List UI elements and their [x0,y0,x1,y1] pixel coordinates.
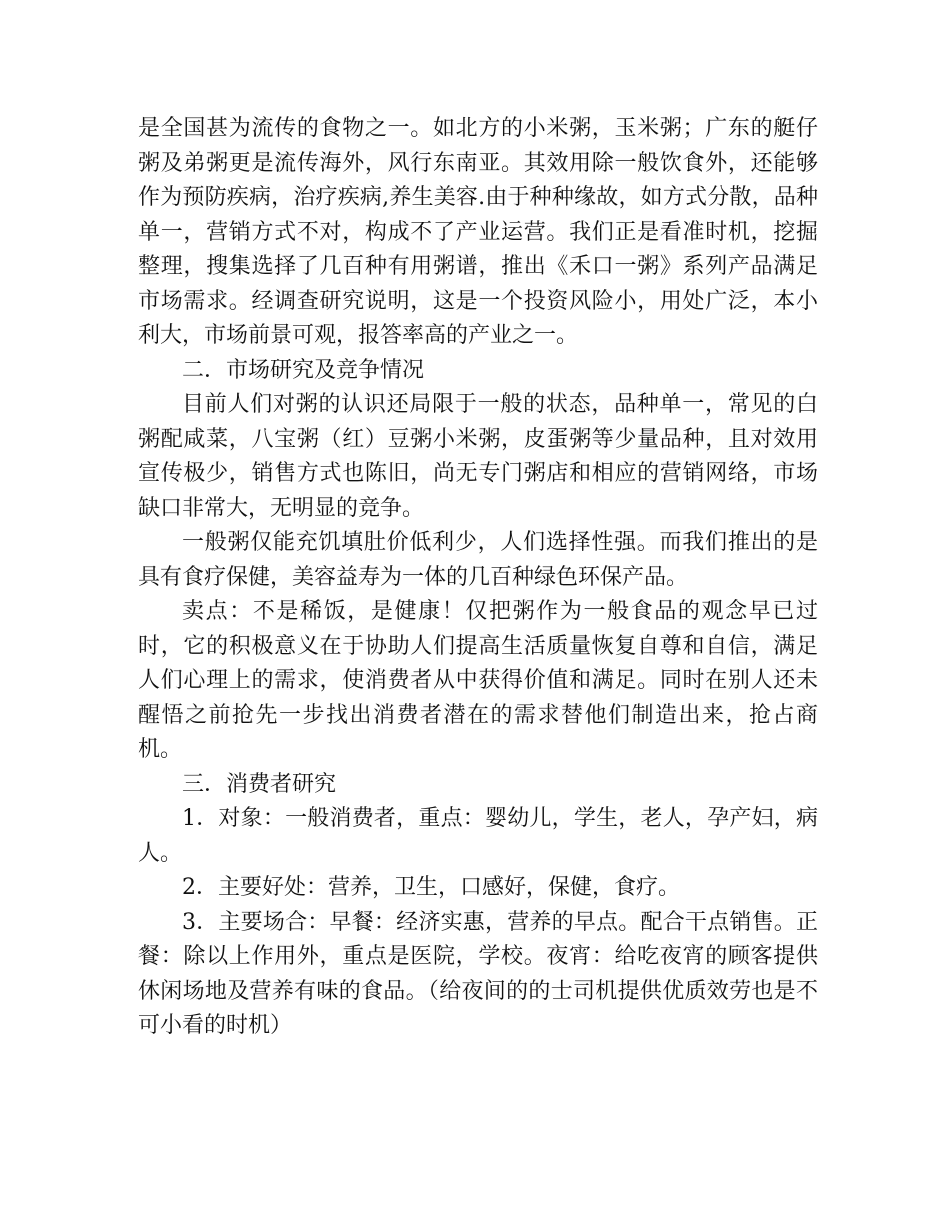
section-heading-market-research: 二．市场研究及竞争情况 [182,357,425,383]
paragraph-selling-point: 卖点：不是稀饭，是健康！仅把粥作为一般食品的观念早已过时，它的积极意义在于协助人们提高生活质量恢复自尊和自信，满足人们心理上的需求，使消费者从中获得价值和满足。同时在别人还未醒悟之前抢先一步找出消费者潜在的需求替他们制造出来，抢占商机。 [138,599,818,762]
list-item-main-occasions: 3．主要场合：早餐：经济实惠，营养的早点。配合干点销售。正餐：除以上作用外，重点是医院，学校。夜宵：给吃夜宵的顾客提供休闲场地及营养有味的食品。（给夜间的的士司机提供优质效劳也是不可小看的时机） [138,909,818,1038]
document-body [138,112,818,1044]
paragraph-market-status: 目前人们对粥的认识还局限于一般的状态，品种单一，常见的白粥配咸菜，八宝粥（红）豆粥小米粥，皮蛋粥等少量品种，且对效用宣传极少，销售方式也陈旧，尚无专门粥店和相应的营销网络，市场缺口非常大，无明显的竞争。 [138,392,818,521]
paragraph-intro-continued: 是全国甚为流传的食物之一。如北方的小米粥，玉米粥；广东的艇仔粥及弟粥更是流传海外，风行东南亚。其效用除一般饮食外，还能够作为预防疾病，治疗疾病,养生美容.由于种种缘故，如方式分散，品种单一，营销方式不对，构成不了产业运营。我们正是看准时机，挖掘整理，搜集选择了几百种有用粥谱，推出《禾口一粥》系列产品满足市场需求。经调查研究说明，这是一个投资风险小，用处广泛，本小利大，市场前景可观，报答率高的产业之一。 [138,116,818,348]
list-item-target-audience: 1．对象：一般消费者，重点：婴幼儿，学生，老人，孕产妇，病人。 [138,806,818,866]
list-item-main-benefits: 2．主要好处：营养，卫生，口感好，保健，食疗。 [182,875,680,900]
paragraph-product-comparison: 一般粥仅能充饥填肚价低利少，人们选择性强。而我们推出的是具有食疗保健，美容益寿为一体的几百种绿色环保产品。 [138,530,818,590]
section-heading-consumer-research: 三．消费者研究 [182,771,337,797]
